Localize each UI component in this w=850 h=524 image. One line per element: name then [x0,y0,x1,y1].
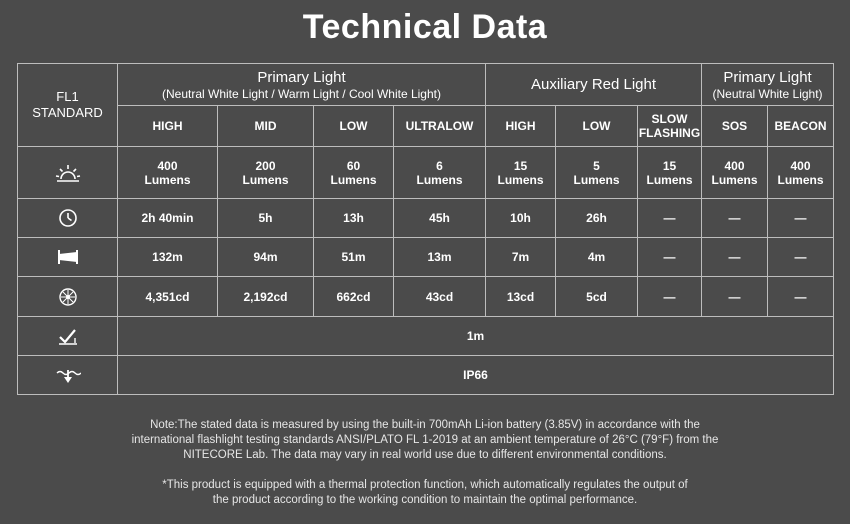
primary-light-2-subtitle: (Neutral White Light) [712,86,823,101]
distance-icon-cell [18,238,118,277]
output-value: 400 [724,158,745,173]
output-high [118,147,218,199]
distance-cell: — [768,238,834,277]
note-line: *This product is equipped with a thermal protection function, which automatically regulates the output of [162,479,688,491]
output-value: 6 [436,158,443,173]
distance-cell: — [702,238,768,277]
runtime-cell: 5h [218,199,314,238]
model-cell [18,64,118,147]
distance-cell: 7m [486,238,556,277]
mode-header: LOW [314,106,394,147]
waterproof-value: IP66 [118,356,834,395]
clock-icon [55,207,81,229]
intensity-cell: 2,192cd [218,277,314,317]
aux-red-light-header [486,64,702,106]
output-unit: Lumens [416,172,463,187]
technical-data-table [17,63,834,395]
runtime-cell: 10h [486,199,556,238]
intensity-cell: 43cd [394,277,486,317]
mode-header: BEACON [768,106,834,147]
model-variant: STANDARD [32,105,103,120]
distance-cell: — [638,238,702,277]
output-unit: Lumens [646,172,693,187]
runtime-cell: — [768,199,834,238]
impact-resistance-icon [55,325,81,347]
runtime-cell: 13h [314,199,394,238]
intensity-icon-cell [18,277,118,317]
intensity-cell: 662cd [314,277,394,317]
intensity-cell: — [768,277,834,317]
output-unit: Lumens [711,172,758,187]
mode-header: HIGH [486,106,556,147]
intensity-cell: 4,351cd [118,277,218,317]
intensity-cell: — [638,277,702,317]
distance-cell: 4m [556,238,638,277]
runtime-cell: — [638,199,702,238]
waterproof-icon-cell [18,356,118,395]
aux-red-light-title: Auxiliary Red Light [530,75,657,93]
output-red-low [556,147,638,199]
runtime-cell: 45h [394,199,486,238]
output-icon-cell [18,147,118,199]
mode-header: HIGH [118,106,218,147]
distance-cell: 51m [314,238,394,277]
output-unit: Lumens [144,172,191,187]
output-value: 60 [346,158,361,173]
note-line: Note:The stated data is measured by using the built-in 700mAh Li-ion battery (3.85V) in accordance with the [150,419,700,431]
primary-light-2-title: Primary Light [723,68,812,86]
impact-resistance-value: 1m [118,317,834,356]
runtime-cell: — [702,199,768,238]
mode-label-line: FLASHING [638,126,701,140]
output-unit: Lumens [242,172,289,187]
note-line: NITECORE Lab. The data may vary in real world use due to different environmental conditions. [183,449,667,461]
output-value: 400 [790,158,811,173]
output-sos [702,147,768,199]
page-title: Technical Data [302,8,548,46]
impact-icon-cell [18,317,118,356]
distance-cell: 13m [394,238,486,277]
output-beacon [768,147,834,199]
output-unit: Lumens [777,172,824,187]
intensity-cell: 13cd [486,277,556,317]
output-mid [218,147,314,199]
primary-light-subtitle: (Neutral White Light / Warm Light / Cool White Light) [162,86,441,101]
distance-cell: 94m [218,238,314,277]
intensity-cell: 5cd [556,277,638,317]
intensity-cell: — [702,277,768,317]
mode-label-line: SLOW [651,112,688,126]
output-slow-flashing [638,147,702,199]
runtime-cell: 26h [556,199,638,238]
mode-header: SOS [702,106,768,147]
primary-light-header [118,64,486,106]
output-value: 15 [662,158,677,173]
measurement-note [40,418,810,463]
runtime-cell: 2h 40min [118,199,218,238]
output-unit: Lumens [573,172,620,187]
mode-header-slow-flashing [638,106,702,147]
primary-light-2-header [702,64,834,106]
output-value: 5 [593,158,600,173]
output-ultralow [394,147,486,199]
waterproof-icon [55,364,81,386]
intensity-icon [55,286,81,308]
mode-header: LOW [556,106,638,147]
output-low [314,147,394,199]
distance-cell: 132m [118,238,218,277]
output-value: 200 [255,158,276,173]
note-line: international flashlight testing standards ANSI/PLATO FL 1-2019 at an ambient temperature of 26°C (79°F) from the [131,434,719,446]
brightness-icon [55,162,81,184]
mode-header: MID [218,106,314,147]
output-value: 400 [157,158,178,173]
primary-light-title: Primary Light [257,68,346,86]
output-unit: Lumens [330,172,377,187]
note-line: the product according to the working condition to maintain the optimal performance. [212,494,638,506]
runtime-icon-cell [18,199,118,238]
model-name: FL1 [56,89,79,104]
output-red-high [486,147,556,199]
mode-header: ULTRALOW [394,106,486,147]
output-unit: Lumens [497,172,544,187]
output-value: 15 [513,158,528,173]
beam-distance-icon [55,246,81,268]
thermal-protection-note [40,478,810,508]
